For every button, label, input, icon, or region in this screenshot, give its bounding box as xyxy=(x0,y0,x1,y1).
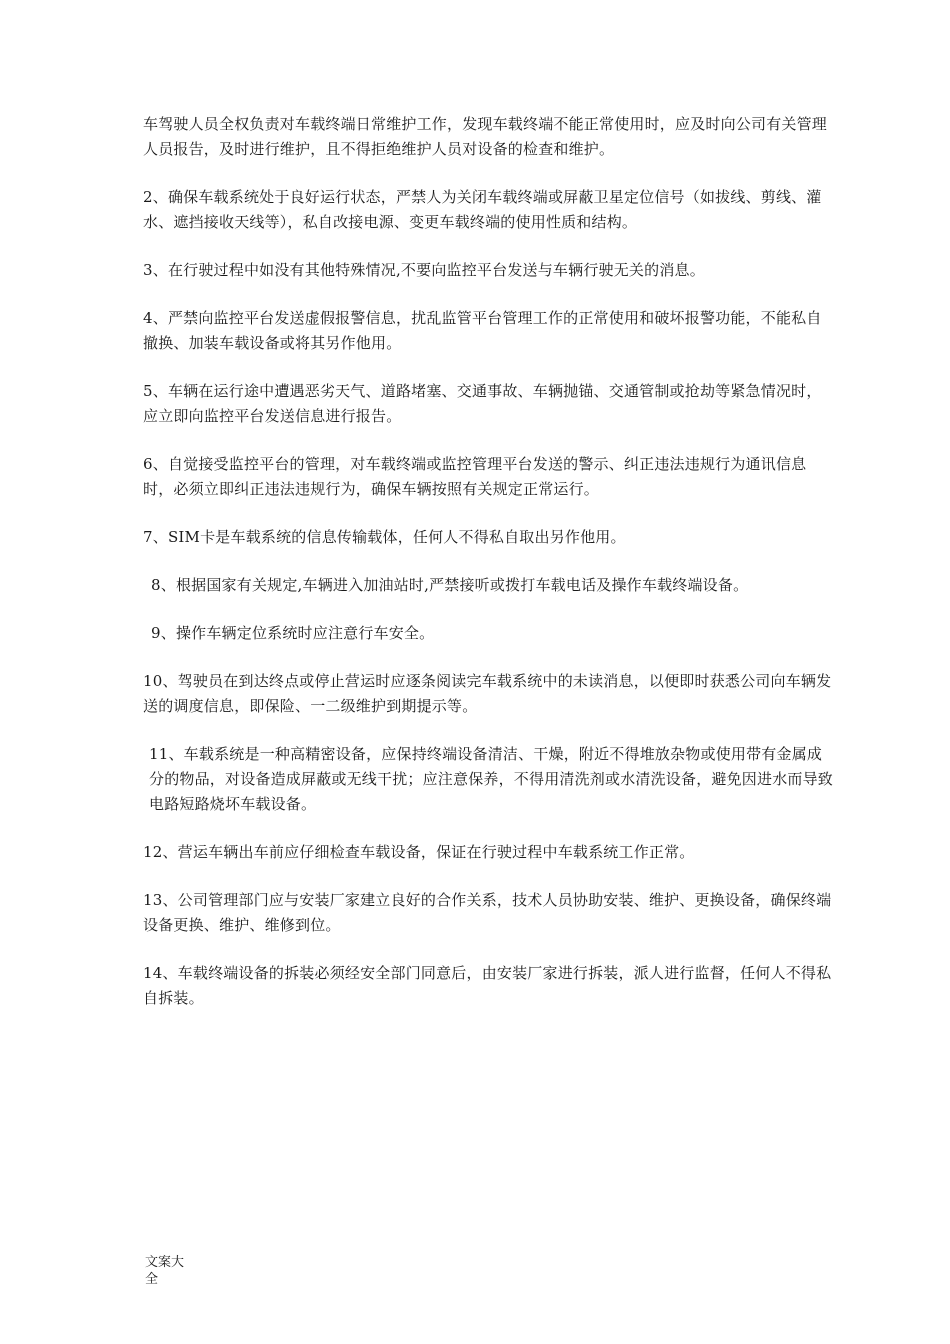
paragraph-item-9: 9、操作车辆定位系统时应注意行车安全。 xyxy=(151,624,435,642)
paragraph-item-3: 3、在行驶过程中如没有其他特殊情况,不要向监控平台发送与车辆行驶无关的消息。 xyxy=(143,261,705,279)
paragraph-item-7: 7、SIM卡是车载系统的信息传输载体，任何人不得私自取出另作他用。 xyxy=(143,528,626,546)
paragraph-intro: 车驾驶人员全权负责对车载终端日常维护工作，发现车载终端不能正常使用时，应及时向公司有关管理人员报告，及时进行维护，且不得拒绝维护人员对设备的检查和维护。 xyxy=(143,115,828,158)
paragraph-item-10: 10、驾驶员在到达终点或停止营运时应逐条阅读完车载系统中的未读消息，以便即时获悉公司向车辆发送的调度信息，即保险、一二级维护到期提示等。 xyxy=(143,672,832,715)
document-body xyxy=(143,112,833,1034)
paragraph-item-8: 8、根据国家有关规定,车辆进入加油站时,严禁接听或拨打车载电话及操作车载终端设备。 xyxy=(151,576,749,594)
paragraph-item-4: 4、严禁向监控平台发送虚假报警信息，扰乱监管平台管理工作的正常使用和破坏报警功能，不能私自撤换、加装车载设备或将其另作他用。 xyxy=(143,309,822,352)
paragraph-item-2: 2、确保车载系统处于良好运行状态，严禁人为关闭车载终端或屏蔽卫星定位信号（如拔线、剪线、灌水、遮挡接收天线等），私自改接电源、变更车载终端的使用性质和结构。 xyxy=(143,188,822,231)
paragraph-item-6: 6、自觉接受监控平台的管理，对车载终端或监控管理平台发送的警示、纠正违法违规行为通讯信息时，必须立即纠正违法违规行为，确保车辆按照有关规定正常运行。 xyxy=(143,455,807,498)
paragraph-item-12: 12、营运车辆出车前应仔细检查车载设备，保证在行驶过程中车载系统工作正常。 xyxy=(143,843,695,861)
paragraph-item-11: 11、车载系统是一种高精密设备，应保持终端设备清洁、干燥，附近不得堆放杂物或使用带有金属成分的物品，对设备造成屏蔽或无线干扰；应注意保养，不得用清洗剂或水清洗设备，避免因进水而导致电路短路烧坏车载设备。 xyxy=(149,745,834,813)
paragraph-item-14: 14、车载终端设备的拆装必须经安全部门同意后，由安装厂家进行拆装，派人进行监督，任何人不得私自拆装。 xyxy=(143,964,832,1007)
page-footer: 文案大全 xyxy=(145,1255,185,1287)
paragraph-item-5: 5、车辆在运行途中遭遇恶劣天气、道路堵塞、交通事故、车辆抛锚、交通管制或抢劫等紧急情况时，应立即向监控平台发送信息进行报告。 xyxy=(143,382,822,425)
paragraph-item-13: 13、公司管理部门应与安装厂家建立良好的合作关系，技术人员协助安装、维护、更换设备，确保终端设备更换、维护、维修到位。 xyxy=(143,891,832,934)
